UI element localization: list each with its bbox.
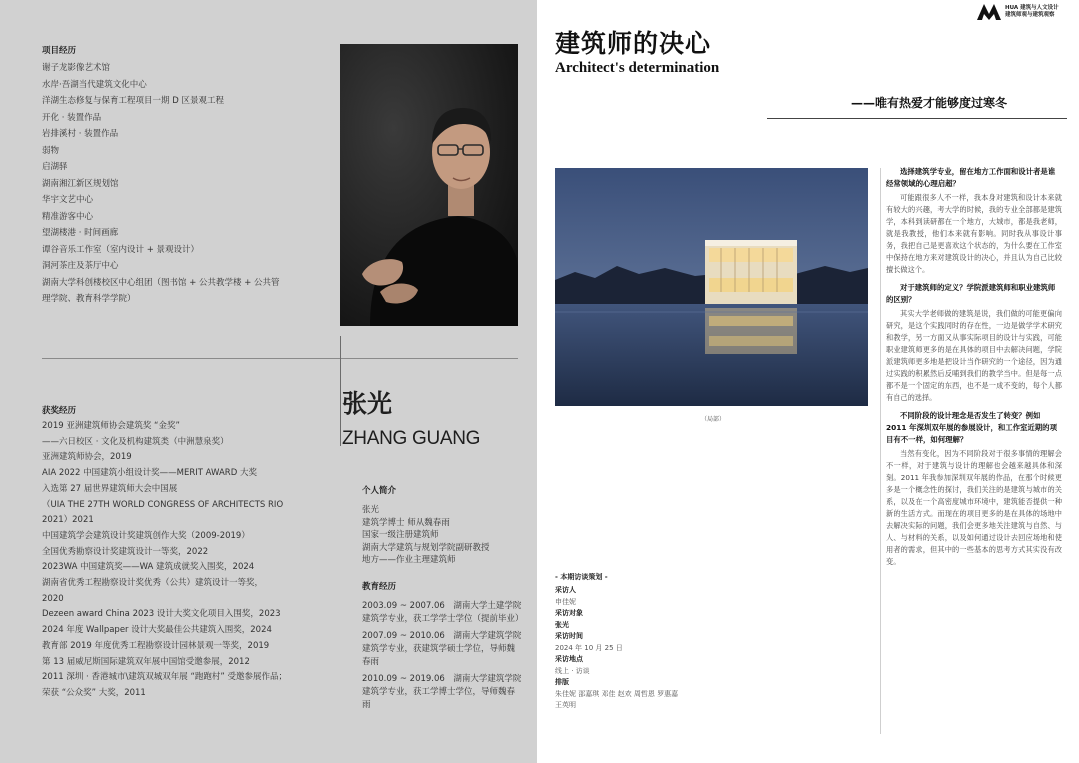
projects-heading: 项目经历: [42, 46, 77, 56]
architect-name-cn: 张光: [342, 389, 393, 418]
logo-text: [1005, 5, 1059, 19]
education-text: 2007.09 ~ 2010.06 湖南大学建筑学院建筑学专业，获建筑学硕士学位，导师魏春雨: [362, 631, 522, 667]
logo-text-line2: 建筑师观与建筑观察: [1005, 12, 1055, 18]
project-item: 湖南湘江新区规划馆: [42, 178, 119, 189]
projects-list: [42, 60, 337, 308]
article-body: [886, 166, 1062, 568]
article-subtitle-en: Architect's determination: [555, 60, 720, 76]
education-text: 2003.09 ~ 2007.06 湖南大学土建学院建筑学专业，获工学学士学位（提前毕业）: [362, 601, 524, 624]
award-item: 湖南省优秀工程勘察设计奖优秀（公共）建筑设计一等奖，: [42, 578, 264, 589]
award-item: 2019 亚洲建筑师协会建筑奖 “金奖”: [42, 421, 180, 431]
interview-rows: [555, 585, 745, 712]
building-photo: [555, 168, 868, 406]
interview-value: 2024 年 10 月 25 日: [555, 643, 623, 652]
project-item: 洋湖生态修复与保育工程项目一期 D 区景观工程: [42, 96, 224, 106]
section-divider: [42, 358, 518, 359]
profile-item: 国家一级注册建筑师: [362, 530, 439, 540]
project-item: 弱物: [42, 145, 60, 156]
profile-list: [362, 504, 522, 567]
education-item: [362, 630, 522, 669]
education-text: 2010.09 ~ 2019.06 湖南大学建筑学院建筑学专业，获工学博士学位，导师魏春雨: [362, 674, 522, 710]
awards-heading: 获奖经历: [42, 406, 77, 416]
award-item: 教育部 2019 年度优秀工程勘察设计园林景观一等奖，2019: [42, 640, 270, 651]
project-item: 精准游客中心: [42, 211, 94, 222]
left-page: [0, 0, 537, 763]
article-answer: 其实大学老师做的建筑是说，我们做的可能更偏向研究，是这个实践同时的存在性，一边是做学学术研究和教学，另一方面又从事实际项目的设计与实践，可能职业建筑师更多的是在具体的项目中去解决问题，学院派建筑师更多地是把设计当作研究的一个途径，因为通过实践的积累然后反哺到我们的教学当中。但是每一点都不是一个固定的东西，也不是一成不变的，每个人都有自己的选择。: [886, 309, 1062, 402]
award-item: 中国建筑学会建筑设计奖建筑创作大奖（2009-2019）: [42, 530, 250, 541]
article-question: 选择建筑学专业，留在地方工作面和设计者是谁经常领域的心理启超？: [886, 167, 1056, 188]
education-item: [362, 600, 522, 626]
interview-value: 申佳妮: [555, 597, 576, 606]
awards-list: [42, 419, 342, 702]
article-question: 对于建筑师的定义？学院派建筑师和职业建筑师的区别？: [886, 283, 1056, 304]
award-item: 2024 年度 Wallpaper 设计大奖最佳公共建筑入围奖，2024: [42, 625, 272, 636]
profile-heading: 个人简介: [362, 486, 397, 496]
project-item: 理学院、教育科学学院）: [42, 294, 136, 304]
award-item: 2023WA 中国建筑奖——WA 建筑成就奖入围奖，2024: [42, 562, 255, 573]
architect-name-en: ZHANG GUANG: [342, 428, 481, 449]
portrait-photo: [340, 44, 518, 326]
profile-item: 张光: [362, 505, 380, 515]
projects-section: [42, 44, 337, 308]
project-item: 谢子龙影像艺术馆: [42, 63, 111, 73]
project-item: 启湖驿: [42, 162, 68, 172]
project-item: 谭谷音乐工作室（室内设计 + 景观设计）: [42, 244, 200, 255]
interview-label: 采访人: [555, 586, 576, 594]
interview-label: 采访时间: [555, 632, 583, 640]
logo-mark-icon: [977, 4, 1001, 20]
interview-value: 王英明: [555, 701, 576, 709]
award-item: 2020: [42, 593, 64, 604]
profile-section: [362, 484, 522, 567]
project-item: 洞河茶庄及茶厅中心: [42, 261, 119, 271]
interview-value: 线上 · 访谈: [555, 666, 590, 675]
award-item: 入选第 27 届世界建筑师大会中国展: [42, 483, 178, 494]
article-answer: 当然有变化，因为不同阶段对于很多事情的理解会不一样，对于建筑与设计的理解也会越来越具体和深刻。2011 年我参加深圳双年展的作品，在那个时候更多是一个概念性的探讨，我们关注的是建筑与城市的关系，以及在一个高密度城市环境中，建筑能否提供一种新的生活方式。而现在的项目更多的是在具体的场地中去解决实际的问题，我们会更多地关注建筑与自然、与人、与材料的关系，以及如何通过设计去回应场地和使用者的需求，但其中的一些基本的思考方式其实没有改变。: [886, 449, 1062, 566]
interview-info: [555, 572, 745, 712]
education-list: [362, 600, 522, 712]
logo-text-line1: HUA 建筑与人文设计: [1005, 5, 1059, 11]
right-page: [537, 0, 1079, 763]
interview-label: 张光: [555, 620, 569, 629]
awards-section: [42, 404, 342, 702]
profile-item: 建筑学博士 师从魏春雨: [362, 517, 450, 528]
award-item: 2011 深圳 · 香港城市\建筑双城双年展 “跑跑村” 受邀参展作品；: [42, 672, 288, 683]
award-item: AIA 2022 中国建筑小组设计奖——MERIT AWARD 大奖: [42, 468, 257, 479]
project-item: 望湖楼港 · 时间画廊: [42, 228, 119, 238]
interview-value: 朱佳妮 邵嘉琪 邓佳 赵欢 周哲恩 罗惠嘉: [555, 689, 679, 698]
project-item: 水岸·吾湖当代建筑文化中心: [42, 79, 147, 90]
education-section: [362, 580, 522, 716]
project-item: 岩排溪村 · 装置作品: [42, 129, 119, 139]
interview-label: 采访对象: [555, 609, 583, 617]
profile-item: 湖南大学建筑与规划学院副研教授: [362, 542, 490, 553]
award-item: ——六日校区 · 文化及机构建筑类（中洲慧泉奖）: [42, 436, 229, 447]
interview-label: 排版: [555, 678, 569, 686]
magazine-logo: [977, 4, 1001, 20]
project-item: 湖南大学科创楼校区中心组团（图书馆 + 公共教学楼 + 公共管: [42, 277, 280, 288]
education-heading: 教育经历: [362, 582, 397, 592]
article-question: 不同阶段的设计理念是否发生了转变？例如 2011 年深圳双年展的参展设计，和工作室近期的项目有不一样，如何理解？: [886, 411, 1057, 444]
article-title: 建筑师的决心: [555, 29, 712, 58]
column-divider: [880, 168, 881, 734]
award-item: 荣获 “公众奖” 大奖，2011: [42, 687, 146, 698]
project-item: 华宇文艺中心: [42, 195, 94, 205]
photo-caption: （局部）: [701, 416, 726, 423]
award-item: 全国优秀勘察设计奖建筑设计一等奖，2022: [42, 546, 209, 557]
profile-item: 地方——作业主理建筑师: [362, 555, 456, 565]
project-item: 开化 · 装置作品: [42, 112, 102, 123]
award-item: 2021）2021: [42, 515, 94, 526]
article-answer: 可能跟很多人不一样，我本身对建筑和设计本来就有较大的兴趣，考大学的时候，我的专业全部都是建筑学，本科到读研都在一个地方，大城市，都是我老师，就是我教授，他们本来就有影响。同时我从事设计事务，我把自己是更喜欢这个状态的，为什么要在工作室中保持在地方来对建筑设计的决心，并且认为自己比较擅长做这个。: [886, 193, 1062, 274]
award-item: （UIA THE 27TH WORLD CONGRESS OF ARCHITECTS RIO: [42, 499, 284, 510]
education-item: [362, 673, 522, 712]
tagline-rule: [767, 118, 1067, 119]
interview-label: 采访地点: [555, 655, 583, 663]
award-item: 第 13 届威尼斯国际建筑双年展中国馆受邀参展，2012: [42, 656, 250, 667]
award-item: 亚洲建筑师协会，2019: [42, 452, 132, 463]
article-tagline: ——唯有热爱才能够度过寒冬: [851, 96, 1008, 110]
interview-heading: - 本期访谈策划 -: [555, 573, 608, 581]
award-item: Dezeen award China 2023 设计大奖文化项目入围奖，2023: [42, 609, 281, 620]
